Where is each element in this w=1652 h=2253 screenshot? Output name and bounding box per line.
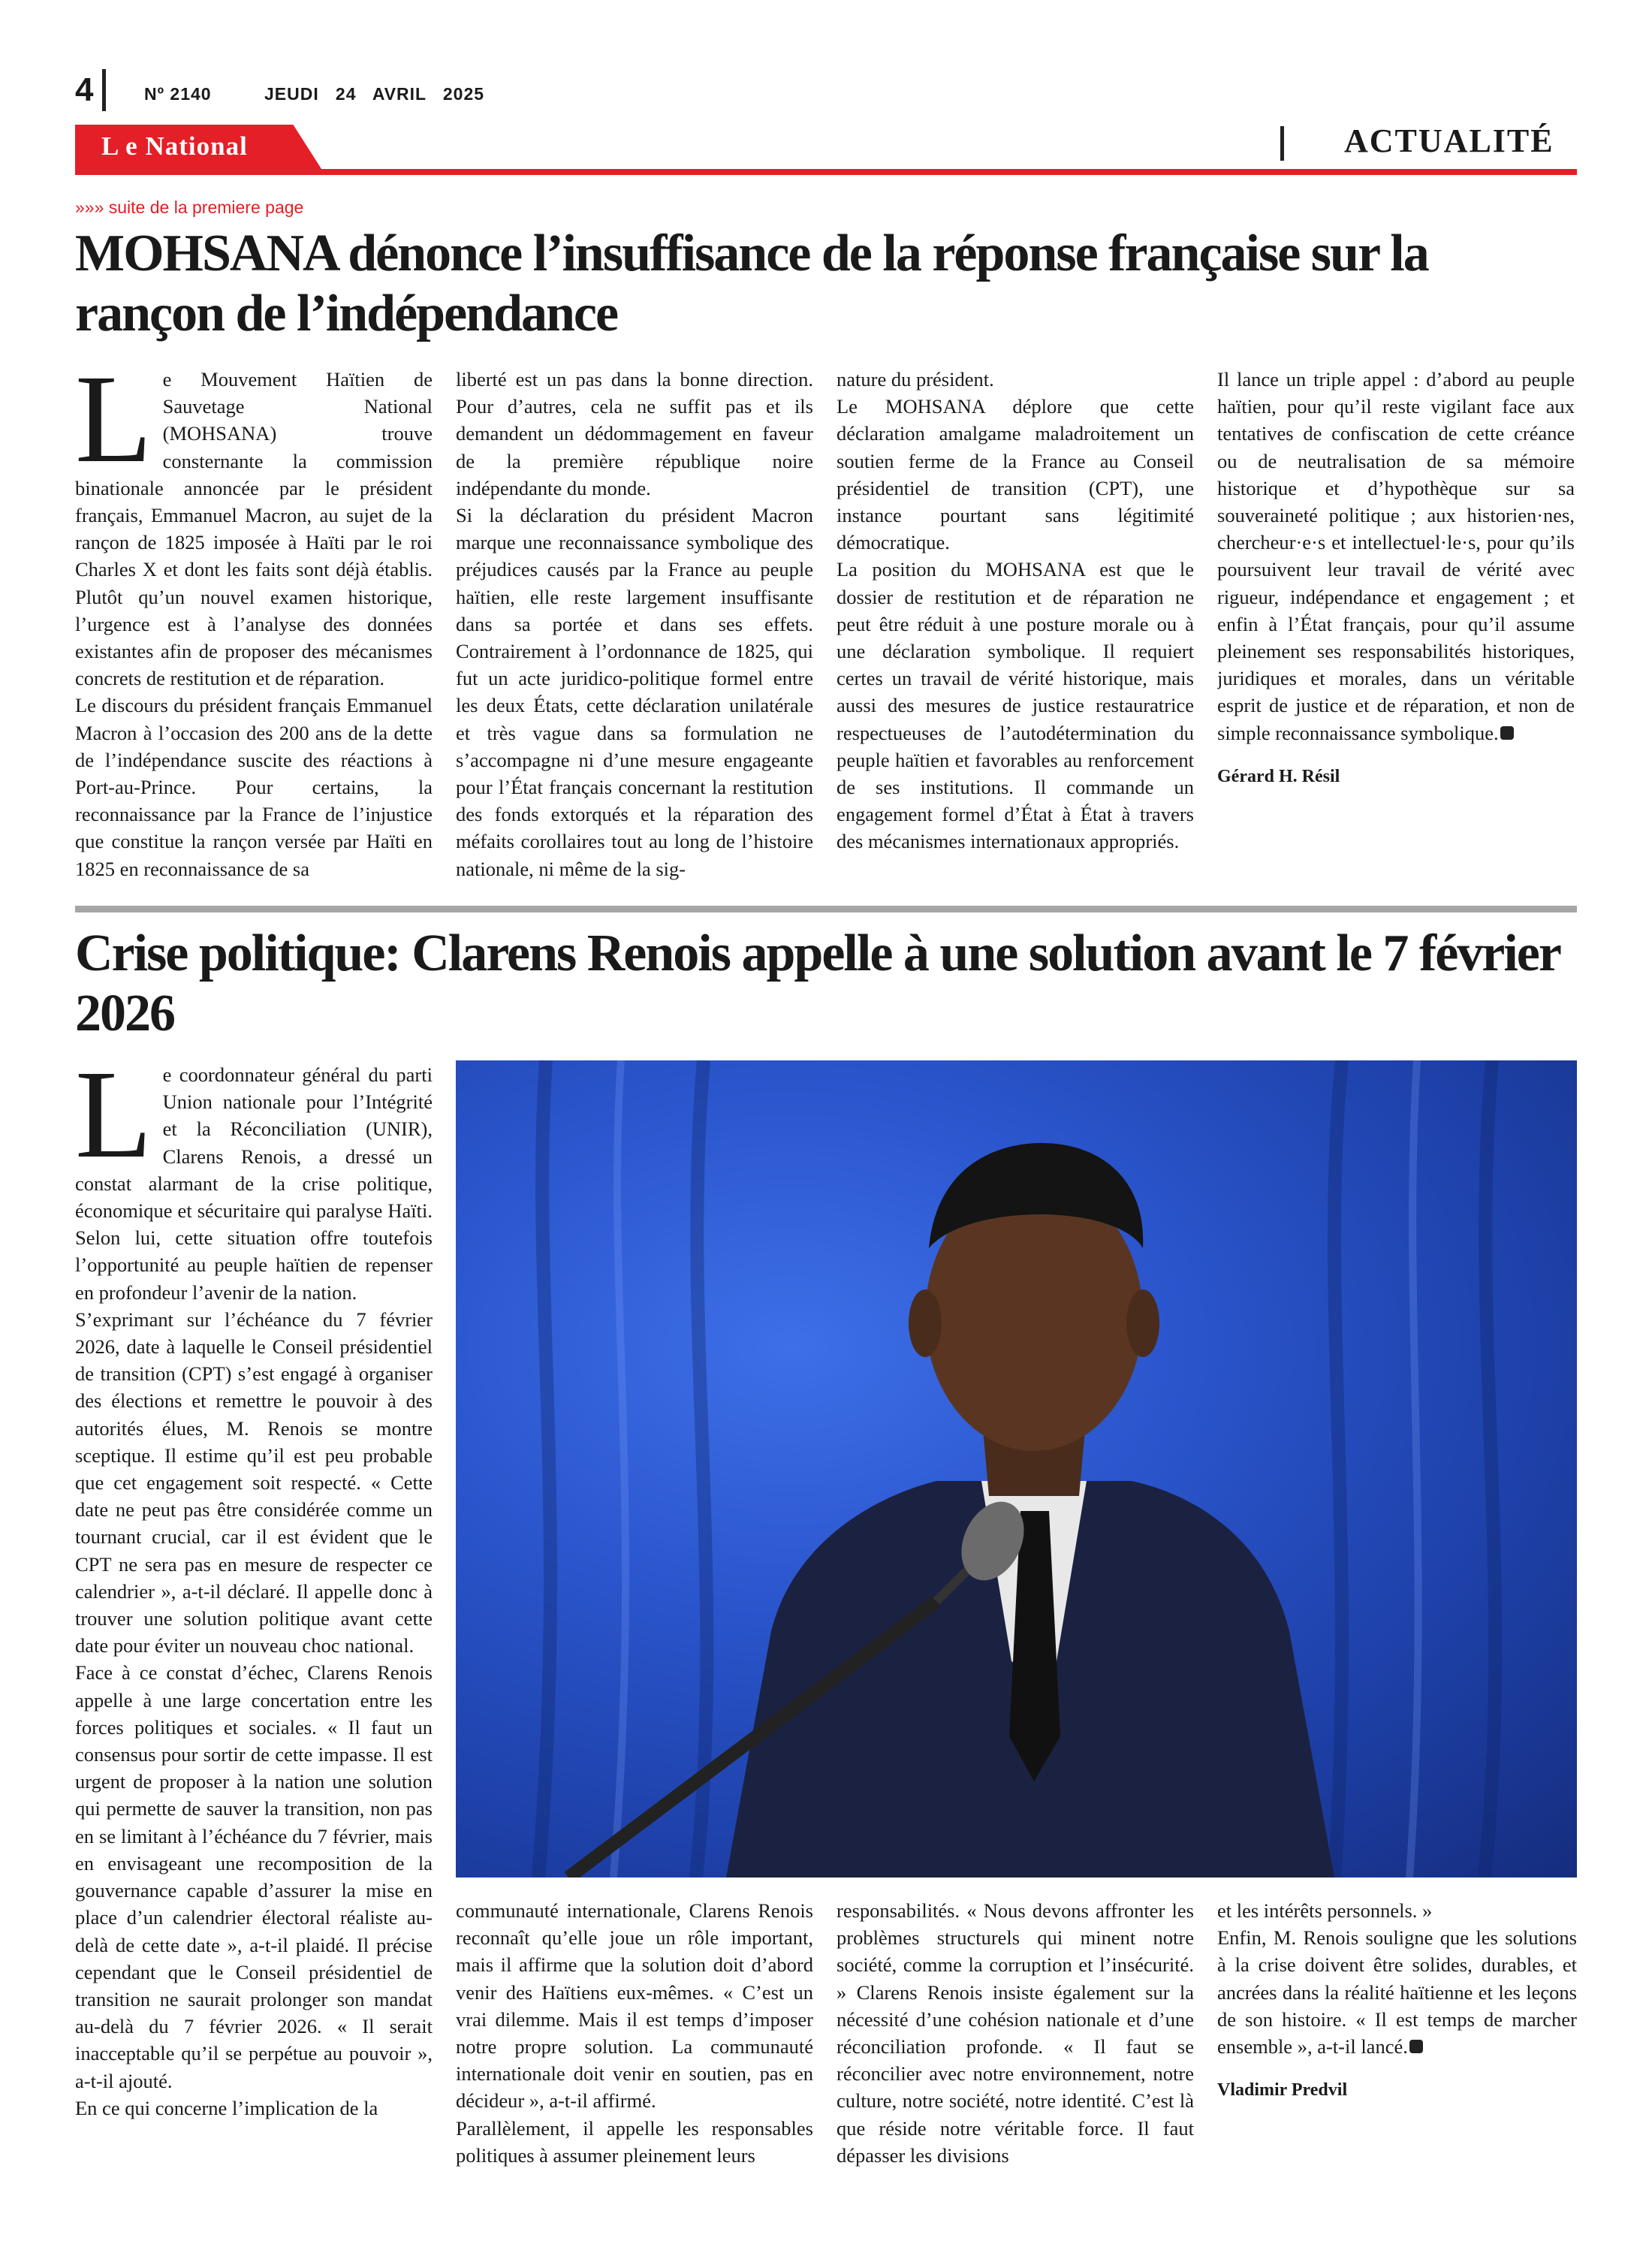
article1-author: Gérard H. Résil	[1217, 766, 1340, 786]
page-number: 4	[75, 71, 94, 108]
paragraph: Il lance un triple appel : d’abord au peuple haïtien, pour qu’il reste vigilant face aux tentatives de confiscation de cette créance ou de neutralisation de sa mémoire historique et d’hypothèque sur sa souveraineté politique ; aux historien·nes, chercheur·e·s et intellectuel·le·s, pour qu’ils poursuivent leur travail de vérité avec rigueur, indépendance et engagement ; et enfin à l’État français, pour qu’il assume pleinement ses responsabilités historiques, juridiques et morales, dans un véritable esprit de justice et de réparation, et non de simple reconnaissance symbolique.	[1217, 368, 1575, 744]
paragraph: liberté est un pas dans la bonne direction. Pour d’autres, cela ne suffit pas et ils demandent un dédommagement en faveur de la première république noire indépendante du monde.	[456, 368, 813, 499]
paragraph: S’exprimant sur l’échéance du 7 février 2026, date à laquelle le Conseil présidentiel de transition (CPT) s’est engagé à organiser des élections et remettre le pouvoir à des autorités élues, M. Renois se montre sceptique. Il estime qu’il est peu probable que cet engagement soit respecté. « Cette date ne peut pas être considérée comme un tournant crucial, car il est évident que le CPT ne sera pas en mesure de respecter ce calendrier », a-t-il déclaré. Il appelle donc à trouver une solution politique avant cette date pour éviter un nouveau choc national.	[75, 1307, 433, 1657]
section-separator	[1280, 126, 1284, 161]
paragraph: Parallèlement, il appelle les responsables politiques à assumer pleinement leurs	[456, 2116, 813, 2167]
end-of-article-icon	[1500, 726, 1514, 740]
paragraph: En ce qui concerne l’implication de la	[75, 2096, 378, 2119]
paragraph: Le MOHSANA déplore que cette déclaration amalgame maladroitement un soutien ferme de la France au Conseil présidentiel de transition (CPT), une instance pourtant sans légitimité démocratique.	[837, 395, 1194, 554]
article2-headline: Crise politique: Clarens Renois appelle à une solution avant le 7 février 2026	[75, 924, 1560, 1042]
article1-column-2	[456, 366, 813, 891]
publication-date: JEUDI 24 AVRIL 2025	[264, 84, 485, 104]
section-label: ACTUALITÉ	[1344, 122, 1554, 159]
paragraph: Le coordonnateur général du parti Union nationale pour l’Intégrité et la Réconciliation (UNIR), Clarens Renois, a dressé un constat alarmant de la crise politique, économique et sécuritaire qui paralyse Haïti. Selon lui, cette situation offre toutefois l’opportunité au peuple haïtien de repenser en profondeur l’avenir de la nation.	[75, 1061, 433, 1304]
page-number-separator	[102, 69, 106, 111]
newspaper-brand: L e National	[101, 131, 248, 161]
drop-cap: L	[75, 366, 152, 489]
paragraph: Si la déclaration du président Macron marque une reconnaissance symbolique des préjudices causés par la France au peuple haïtien, elle reste largement insuffisante dans sa portée et dans ses effets. Contrairement à l’ordonnance de 1825, qui fut un acte juridico-politique formel entre les deux États, cette déclaration unilatérale et très vague dans sa formulation ne s’accompagne ni d’une mesure engageante pour l’État français concernant la restitution des fonds extorqués et la réparation des méfaits corollaires tout au long de l’histoire nationale, ni même de la sig-	[456, 504, 813, 880]
paragraph: nature du président.	[837, 368, 994, 391]
paragraph: Le Mouvement Haïtien de Sauvetage National (MOHSANA) trouve consternante la commission binationale annoncée par le président français, Emmanuel Macron, au sujet de la rançon de 1825 imposée à Haïti par le roi Charles X et dont les faits sont déjà établis. Plutôt qu’un nouvel examen historique, l’urgence est à l’analyse des données existantes afin de proposer des mécanismes concrets de restitution et de réparation.	[75, 366, 433, 690]
paragraph: communauté internationale, Clarens Renois reconnaît qu’elle joue un rôle important, mais il affirme que la solution doit d’abord venir des Haïtiens eux-mêmes. « C’est un vrai dilemme. Mais il est temps d’imposer notre propre solution. La communauté internationale doit venir en soutien, pas en décideur », a-t-il affirmé.	[456, 1899, 813, 2113]
article-divider	[75, 906, 1577, 912]
issue-number: Nº 2140	[144, 84, 212, 104]
paragraph: Le discours du président français Emmanuel Macron à l’occasion des 200 ans de la dette de l’indépendance suscite des réactions à Port-au-Prince. Pour certains, la reconnaissance par la France de l’injustice que constitue la rançon versée par Haïti en 1825 en reconnaissance de sa	[75, 694, 433, 880]
article2-column-1	[75, 1061, 433, 2165]
paragraph: responsabilités. « Nous devons affronter les problèmes structurels qui minent notre société, comme la corruption et l’insécurité. » Clarens Renois insiste également sur la nécessité d’une cohésion nationale et d’une réconciliation profonde. « Il faut se réconcilier avec notre environnement, notre culture, notre société, notre identité. C’est là que réside notre véritable force. Il faut dépasser les divisions	[837, 1899, 1194, 2167]
end-of-article-icon	[1409, 2040, 1423, 2053]
article2-column-3	[837, 1897, 1194, 2167]
speaker-illustration	[456, 1060, 1577, 1878]
paragraph: Enfin, M. Renois souligne que les solutions à la crise doivent être solides, durables, et ancrées dans la réalité haïtienne et les leçons de son histoire. « Il est temps de marcher ensemble », a-t-il lancé.	[1217, 1926, 1577, 2058]
paragraph: Face à ce constat d’échec, Clarens Renois appelle à une large concertation entre les forces politiques et sociales. « Il faut un consensus pour sortir de cette impasse. Il est urgent de proposer à la nation une solution qui permette de sauver la transition, non pas en se limitant à l’échéance du 7 février, mais en envisageant une recomposition de la gouvernance capable d’assurer la mise en place d’un calendrier électoral réaliste au-delà de cette date », a-t-il plaidé. Il précise cependant que le Conseil présidentiel de transition ne saurait prolonger son mandat au-delà du 7 février 2026. « Il serait inacceptable qu’il se perpétue au pouvoir », a-t-il ajouté.	[75, 1661, 433, 2092]
article1-headline: MOHSANA dénonce l’insuffisance de la réponse française sur la rançon de l’indépendance	[75, 225, 1428, 342]
article2-author: Vladimir Predvil	[1217, 2080, 1348, 2101]
article1-column-4	[1217, 366, 1575, 891]
paragraph: et les intérêts personnels. »	[1217, 1899, 1433, 1922]
article2-column-2	[456, 1897, 813, 2167]
paragraph: La position du MOHSANA est que le dossier de restitution et de réparation ne peut être réduit à une posture morale ou à une déclaration symbolique. Il requiert certes un travail de vérité historique, mais aussi des mesures de justice restauratrice respectueuses de l’autodétermination du peuple haïtien et favorables au renforcement de ses institutions. Il commande un engagement formel d’État à État à travers des mécanismes internationaux appropriés.	[837, 558, 1194, 853]
article1-column-1	[75, 366, 433, 891]
continuation-kicker: »»» suite de la premiere page	[75, 198, 304, 217]
article2-column-4	[1217, 1897, 1577, 2167]
article1-column-3	[837, 366, 1194, 891]
speaker-photo	[456, 1060, 1577, 1878]
drop-cap: L	[75, 1061, 152, 1184]
